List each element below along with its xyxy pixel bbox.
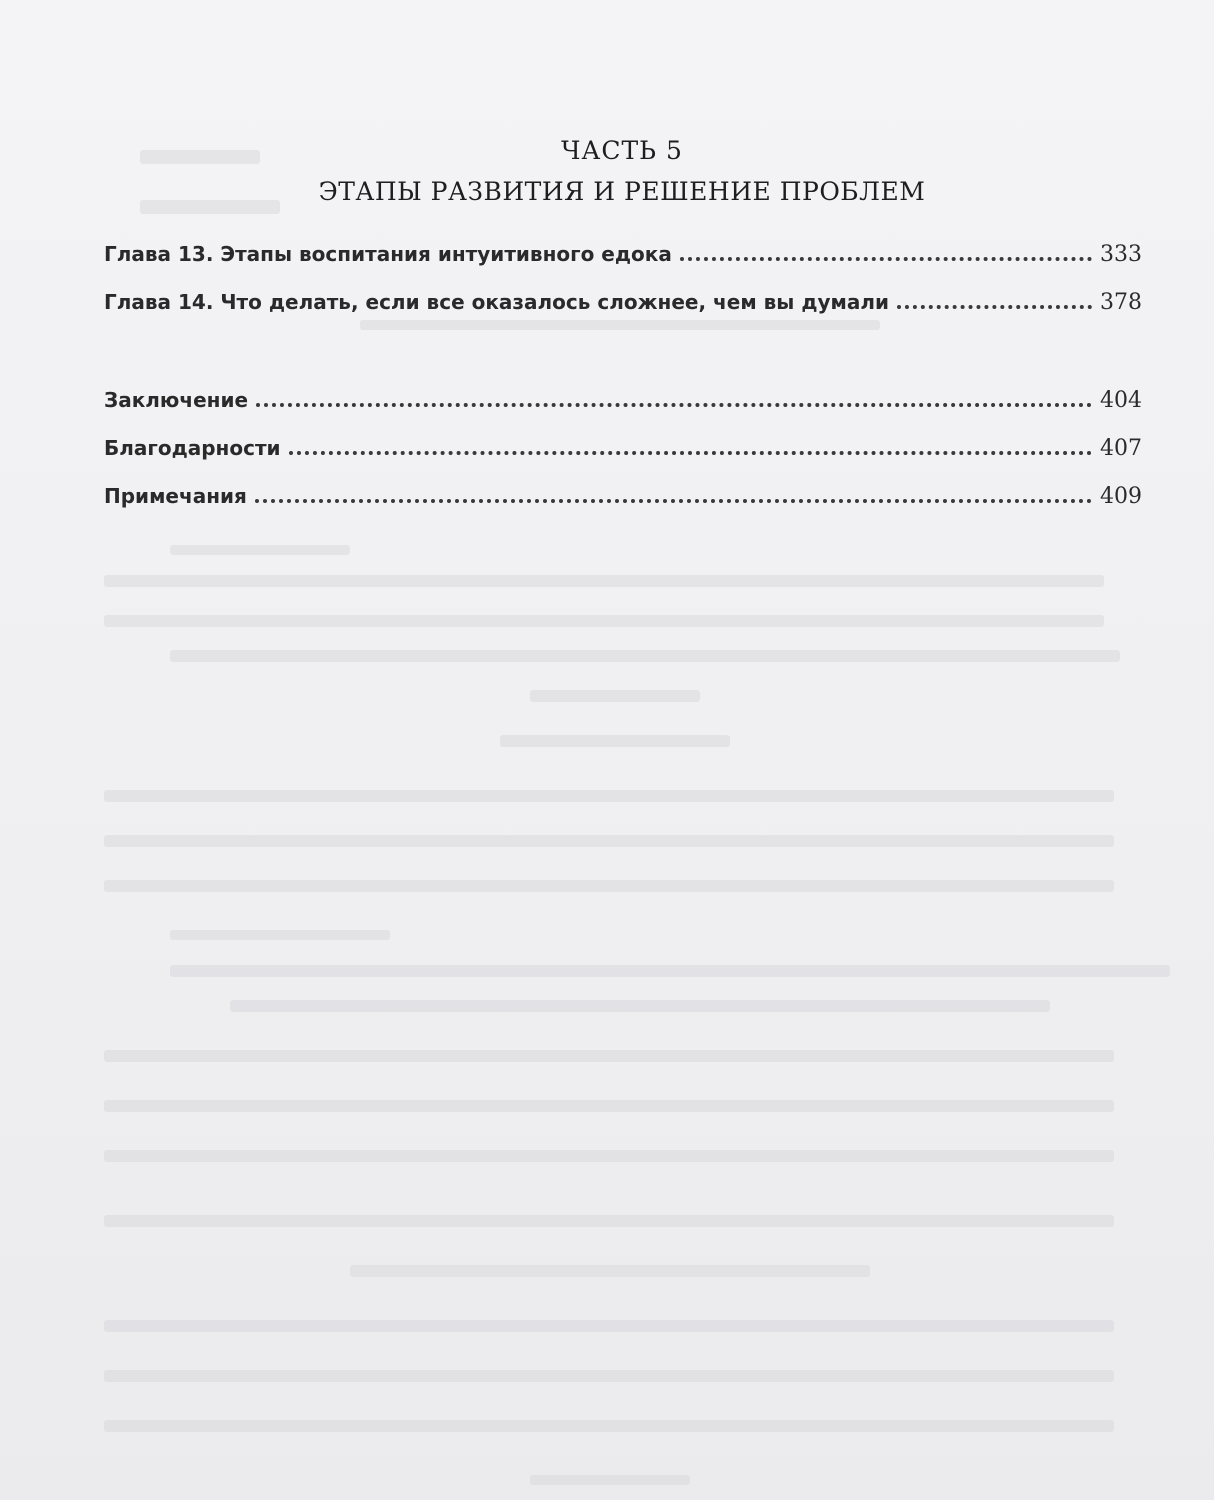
dot-leader xyxy=(289,451,1092,455)
bleed-through-line xyxy=(104,1150,1114,1162)
bleed-through-line xyxy=(104,790,1114,802)
bleed-through-line xyxy=(104,835,1114,847)
bleed-through-line xyxy=(170,650,1120,662)
bleed-through-line xyxy=(104,615,1104,627)
toc-entry-conclusion xyxy=(104,388,1142,413)
dot-leader xyxy=(256,403,1092,407)
bleed-through-line xyxy=(104,1320,1114,1332)
dot-leader xyxy=(897,305,1092,309)
toc-entry-notes xyxy=(104,484,1142,509)
bleed-through-line xyxy=(104,1100,1114,1112)
bleed-through-line xyxy=(170,545,350,555)
toc-entry-chapter-13 xyxy=(104,242,1142,267)
bleed-through-line xyxy=(350,1265,870,1277)
toc-entry-label: Заключение xyxy=(104,388,249,412)
bleed-through-line xyxy=(360,320,880,330)
bleed-through-line xyxy=(230,1000,1050,1012)
part-title: ЭТАПЫ РАЗВИТИЯ И РЕШЕНИЕ ПРОБЛЕМ xyxy=(318,177,926,206)
toc-entry-label: Благодарности xyxy=(104,436,281,460)
toc-entry-acknowledgements xyxy=(104,436,1142,461)
toc-entry-label: Примечания xyxy=(104,484,247,508)
dot-leader xyxy=(680,257,1092,261)
bleed-through-line xyxy=(104,575,1104,587)
bleed-through-line xyxy=(170,930,390,940)
toc-entry-page: 407 xyxy=(1100,436,1142,461)
bleed-through-line xyxy=(104,1370,1114,1382)
toc-entry-page: 333 xyxy=(1100,242,1142,267)
toc-entry-page: 409 xyxy=(1100,484,1142,509)
dot-leader xyxy=(255,499,1092,503)
part-number: ЧАСТЬ 5 xyxy=(561,136,683,165)
toc-entry-chapter-14 xyxy=(104,290,1142,315)
bleed-through-line xyxy=(170,965,1170,977)
bleed-through-line xyxy=(104,1215,1114,1227)
bleed-through-line xyxy=(530,1475,690,1485)
bleed-through-line xyxy=(104,1050,1114,1062)
bleed-through-line xyxy=(500,735,730,747)
toc-entry-label: Глава 13. Этапы воспитания интуитивного едока xyxy=(104,242,672,266)
part-heading xyxy=(0,136,1214,206)
bleed-through-line xyxy=(104,880,1114,892)
toc-entry-page: 404 xyxy=(1100,388,1142,413)
bleed-through-line xyxy=(530,690,700,702)
toc-entry-label: Глава 14. Что делать, если все оказалось сложнее, чем вы думали xyxy=(104,290,890,314)
bleed-through-line xyxy=(104,1420,1114,1432)
toc-entry-page: 378 xyxy=(1100,290,1142,315)
